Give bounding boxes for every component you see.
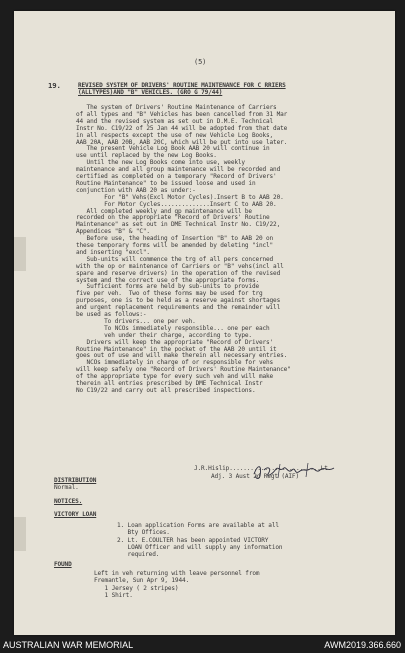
section-number: 19. xyxy=(48,81,61,90)
body-line: The system of Drivers' Routine Maintenance of Carriers xyxy=(76,104,277,111)
body-line: of the appropriate type for every such veh and will make xyxy=(76,373,274,381)
tape-strip xyxy=(14,517,26,551)
body-line: and urgent replacement requirements and the remainder will xyxy=(76,304,281,312)
page-number: (5) xyxy=(194,58,207,66)
body-line: To drivers... one per veh. xyxy=(76,317,196,325)
body-line: maintenance and all group maintenance will be recorded and xyxy=(76,166,281,174)
victory-loan-label: VICTORY LOAN xyxy=(54,511,97,518)
body-line: Routine Maintenance" to be issued loose and used in xyxy=(76,179,256,187)
body-line: of all types and "B" Vehicles has been cancelled from 31 Mar xyxy=(76,110,288,118)
body-line: recorded on the appropriate "Record of Drivers' Routine xyxy=(76,214,270,222)
tape-strip xyxy=(14,237,26,271)
notices-label: NOTICES. xyxy=(54,498,83,505)
body-line: goes out of use and will make therein all necessary entries. xyxy=(76,352,288,360)
section-title-line-2: (ALLTYPES)AND "B" VEHICLES. (GRO G 79/44) xyxy=(78,89,223,96)
body-line: No C19/22 and carry out all prescribed inspections. xyxy=(76,386,256,394)
found-line: 1 Shirt. xyxy=(94,592,133,599)
body-line: The present Vehicle Log Book AAB 20 will continue in xyxy=(76,145,270,153)
signature-title: Adj. 3 Aust 2d Regt (AIF) xyxy=(211,473,299,480)
body-line: will keep safely one "Record of Drivers' Routine Maintenance" xyxy=(76,366,291,374)
victory-item: LOAN Officer and will supply any information xyxy=(117,544,283,551)
distribution-label: DISTRIBUTION xyxy=(54,477,97,484)
body-line: use until replaced by the new Log Books. xyxy=(76,152,217,160)
body-line: veh under their charge, according to type. xyxy=(76,331,252,339)
body-line: For Motor Cycles..............Insert C to AAB 20. xyxy=(76,200,277,208)
footer-bar xyxy=(0,638,405,653)
document-page xyxy=(14,11,395,635)
victory-item: 1. Loan application Forms are available at all xyxy=(117,522,279,529)
body-line: purposes, one is to be held as a reserve against shortages xyxy=(76,297,281,305)
signature-line: J.R.Hislip..........................Lt. xyxy=(194,465,332,472)
body-line: with the op or maintenance of Carriers or "B" vehs(incl all xyxy=(76,262,284,270)
body-line: in all respects except the use of new Vehicle Log Books, xyxy=(76,131,274,139)
body-line: spare and reserve drivers) in the operation of the revised xyxy=(76,269,281,277)
found-line: Left in veh returning with leave personnel from xyxy=(94,570,260,577)
body-line: Sub-units will commence the trg of all pers concerned xyxy=(76,255,274,263)
body-line: AAB 20A, AAB 20B, AAB 20C, which will be put into use later. xyxy=(76,138,288,146)
found-line: 1 Jersey ( 2 stripes) xyxy=(94,585,179,592)
section-title-line-1: REVISED SYSTEM OF DRIVERS' ROUTINE MAINTENANCE FOR C RRIERS xyxy=(78,82,286,89)
body-line: five per veh. Two of these forms may be used for trg xyxy=(76,290,263,298)
victory-item: Bty Offices. xyxy=(117,529,170,536)
found-label: FOUND xyxy=(54,561,72,568)
body-line: certified as completed on a temporary "Record of Drivers' xyxy=(76,173,277,180)
body-line: Maintenance" as set out in DME Technical Instr No. C19/22, xyxy=(76,221,281,229)
footer-accession-number: AWM2019.366.660 xyxy=(324,640,401,650)
body-line: therein all entries prescribed by DME Technical Instr xyxy=(76,380,263,387)
footer-credit: AUSTRALIAN WAR MEMORIAL xyxy=(3,640,134,650)
body-line: be used as follows:- xyxy=(76,311,147,318)
body-line: For "B" Vehs(Excl Motor Cycles).Insert B to AAB 20. xyxy=(76,193,284,201)
body-line: Until the new Log Books come into use, weekly xyxy=(76,159,245,167)
body-line: Before use, the heading of Insertion "B" to AAB 20 on xyxy=(76,235,274,243)
body-line: 44 and the revised system as set out in D.M.E. Technical xyxy=(76,117,274,125)
body-line: All completed weekly and gp maintenance will be xyxy=(76,207,252,215)
body-line: NCOs immediately in charge of or responsible for vehs xyxy=(76,359,274,367)
body-line: Sufficient forms are held by sub-units to provide xyxy=(76,283,259,291)
distribution-value: Normal. xyxy=(54,484,79,491)
body-line: Appendices "B" & "C". xyxy=(76,228,150,236)
body-line: conjunction with AAB 20 as under:- xyxy=(76,186,196,194)
body-line: Routine Maintenance" in the pocket of the AAB 20 until it xyxy=(76,345,277,353)
body-line: and inserting "excl". xyxy=(76,248,150,256)
victory-item: required. xyxy=(117,551,160,558)
body-line: Instr No. C19/22 of 25 Jan 44 will be adopted from that date xyxy=(76,124,288,132)
body-line: these temporary forms will be amended by deleting "incl" xyxy=(76,242,274,249)
found-line: Fremantle, Sun Apr 9, 1944. xyxy=(94,577,190,584)
body-line: Drivers will keep the appropriate "Record of Drivers' xyxy=(76,338,274,346)
body-line: To NCOs immediately responsible... one per each xyxy=(76,324,270,332)
body-line: system and the correct use of the appropriate forms. xyxy=(76,276,259,284)
victory-item: 2. Lt. E.COULTER has been appointed VICTORY xyxy=(117,537,269,544)
